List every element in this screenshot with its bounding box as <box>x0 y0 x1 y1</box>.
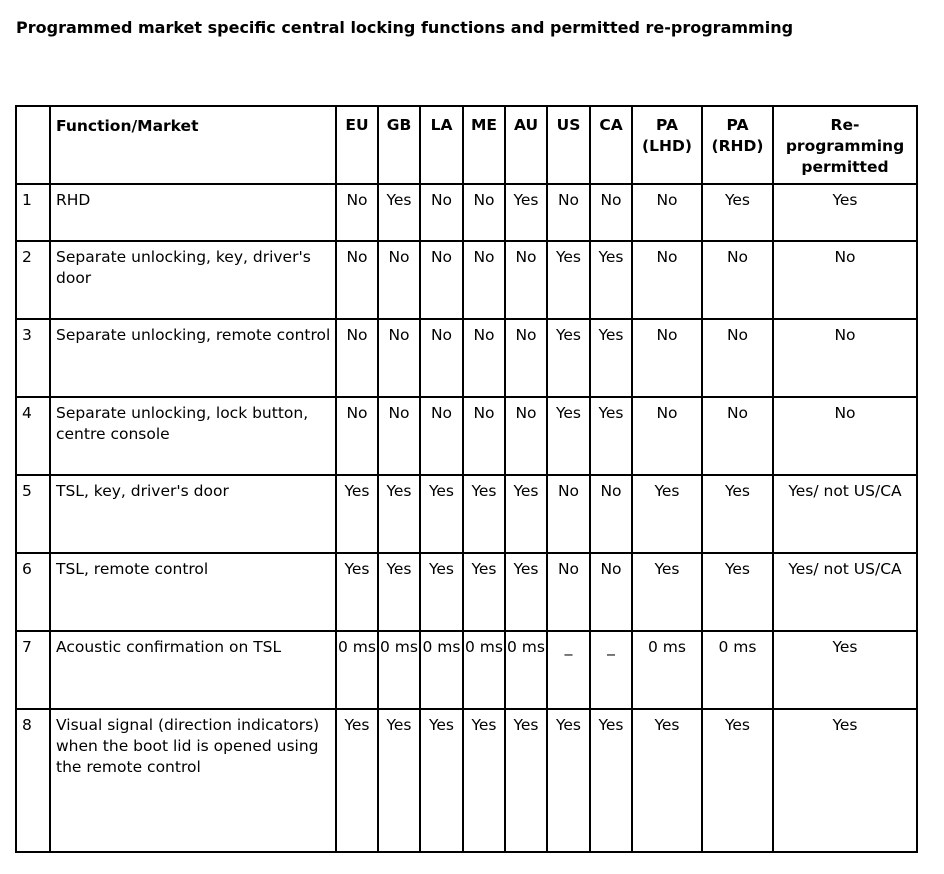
cell-reprogramming: Yes <box>773 709 917 852</box>
cell-ca: _ <box>590 631 632 709</box>
cell-au: Yes <box>505 709 547 852</box>
cell-eu: Yes <box>336 553 378 631</box>
row-number: 8 <box>16 709 50 852</box>
cell-reprogramming: No <box>773 319 917 397</box>
table-row <box>16 241 917 319</box>
cell-me: Yes <box>463 475 505 553</box>
cell-us: Yes <box>547 241 590 319</box>
cell-la: No <box>420 241 463 319</box>
cell-gb: Yes <box>378 475 420 553</box>
table-row <box>16 709 917 852</box>
cell-gb: Yes <box>378 184 420 241</box>
cell-pa-rhd: No <box>702 241 773 319</box>
cell-la: Yes <box>420 709 463 852</box>
cell-eu: 0 ms <box>336 631 378 709</box>
cell-us: _ <box>547 631 590 709</box>
cell-us: Yes <box>547 709 590 852</box>
row-function: Acoustic confirmation on TSL <box>50 631 336 709</box>
header-us: US <box>547 106 590 184</box>
cell-me: Yes <box>463 709 505 852</box>
cell-la: No <box>420 397 463 475</box>
cell-au: Yes <box>505 475 547 553</box>
cell-eu: No <box>336 184 378 241</box>
header-me: ME <box>463 106 505 184</box>
cell-la: 0 ms <box>420 631 463 709</box>
cell-eu: No <box>336 397 378 475</box>
table-row <box>16 397 917 475</box>
cell-ca: Yes <box>590 241 632 319</box>
table-row <box>16 475 917 553</box>
header-eu: EU <box>336 106 378 184</box>
cell-la: Yes <box>420 553 463 631</box>
row-function: Separate unlocking, key, driver's door <box>50 241 336 319</box>
cell-gb: No <box>378 241 420 319</box>
cell-me: No <box>463 184 505 241</box>
header-ca: CA <box>590 106 632 184</box>
header-row <box>16 106 917 184</box>
header-number <box>16 106 50 184</box>
cell-pa-lhd: Yes <box>632 553 702 631</box>
cell-me: No <box>463 241 505 319</box>
cell-au: No <box>505 241 547 319</box>
table-row <box>16 184 917 241</box>
cell-pa-lhd: No <box>632 241 702 319</box>
cell-me: Yes <box>463 553 505 631</box>
cell-ca: No <box>590 184 632 241</box>
cell-pa-rhd: No <box>702 319 773 397</box>
page-title: Programmed market specific central locking functions and permitted re-programming <box>16 18 794 37</box>
header-au: AU <box>505 106 547 184</box>
cell-gb: Yes <box>378 553 420 631</box>
cell-reprogramming: Yes <box>773 184 917 241</box>
cell-la: No <box>420 319 463 397</box>
cell-pa-rhd: 0 ms <box>702 631 773 709</box>
row-function: TSL, key, driver's door <box>50 475 336 553</box>
cell-pa-rhd: Yes <box>702 475 773 553</box>
cell-pa-lhd: Yes <box>632 709 702 852</box>
cell-gb: No <box>378 397 420 475</box>
row-number: 2 <box>16 241 50 319</box>
table-row <box>16 631 917 709</box>
header-la: LA <box>420 106 463 184</box>
row-number: 1 <box>16 184 50 241</box>
cell-reprogramming: Yes/ not US/CA <box>773 475 917 553</box>
cell-pa-lhd: No <box>632 397 702 475</box>
cell-pa-lhd: No <box>632 319 702 397</box>
row-function: Separate unlocking, lock button, centre console <box>50 397 336 475</box>
cell-ca: No <box>590 553 632 631</box>
cell-reprogramming: Yes <box>773 631 917 709</box>
cell-pa-rhd: No <box>702 397 773 475</box>
row-number: 6 <box>16 553 50 631</box>
cell-eu: Yes <box>336 475 378 553</box>
cell-us: No <box>547 184 590 241</box>
central-locking-table <box>15 105 918 853</box>
cell-au: No <box>505 319 547 397</box>
cell-reprogramming: No <box>773 397 917 475</box>
row-function: TSL, remote control <box>50 553 336 631</box>
table-row <box>16 319 917 397</box>
cell-ca: No <box>590 475 632 553</box>
cell-pa-rhd: Yes <box>702 553 773 631</box>
cell-pa-rhd: Yes <box>702 709 773 852</box>
cell-ca: Yes <box>590 709 632 852</box>
cell-us: Yes <box>547 319 590 397</box>
cell-us: Yes <box>547 397 590 475</box>
cell-eu: No <box>336 241 378 319</box>
row-number: 3 <box>16 319 50 397</box>
cell-reprogramming: No <box>773 241 917 319</box>
cell-au: 0 ms <box>505 631 547 709</box>
header-reprogramming: Re-programming permitted <box>773 106 917 184</box>
cell-pa-lhd: Yes <box>632 475 702 553</box>
row-number: 7 <box>16 631 50 709</box>
header-function-market: Function/Market <box>50 106 336 184</box>
cell-reprogramming: Yes/ not US/CA <box>773 553 917 631</box>
cell-ca: Yes <box>590 319 632 397</box>
cell-gb: No <box>378 319 420 397</box>
cell-gb: Yes <box>378 709 420 852</box>
cell-au: No <box>505 397 547 475</box>
cell-pa-lhd: No <box>632 184 702 241</box>
row-number: 5 <box>16 475 50 553</box>
cell-la: No <box>420 184 463 241</box>
cell-me: 0 ms <box>463 631 505 709</box>
cell-pa-rhd: Yes <box>702 184 773 241</box>
row-function: RHD <box>50 184 336 241</box>
cell-gb: 0 ms <box>378 631 420 709</box>
table-row <box>16 553 917 631</box>
row-function: Visual signal (direction indicators) when the boot lid is opened using the remote control <box>50 709 336 852</box>
cell-us: No <box>547 475 590 553</box>
cell-eu: Yes <box>336 709 378 852</box>
cell-la: Yes <box>420 475 463 553</box>
cell-ca: Yes <box>590 397 632 475</box>
cell-me: No <box>463 319 505 397</box>
header-gb: GB <box>378 106 420 184</box>
cell-au: Yes <box>505 553 547 631</box>
row-number: 4 <box>16 397 50 475</box>
cell-me: No <box>463 397 505 475</box>
header-pa-rhd: PA (RHD) <box>702 106 773 184</box>
cell-au: Yes <box>505 184 547 241</box>
cell-pa-lhd: 0 ms <box>632 631 702 709</box>
cell-eu: No <box>336 319 378 397</box>
cell-us: No <box>547 553 590 631</box>
header-pa-lhd: PA (LHD) <box>632 106 702 184</box>
row-function: Separate unlocking, remote control <box>50 319 336 397</box>
